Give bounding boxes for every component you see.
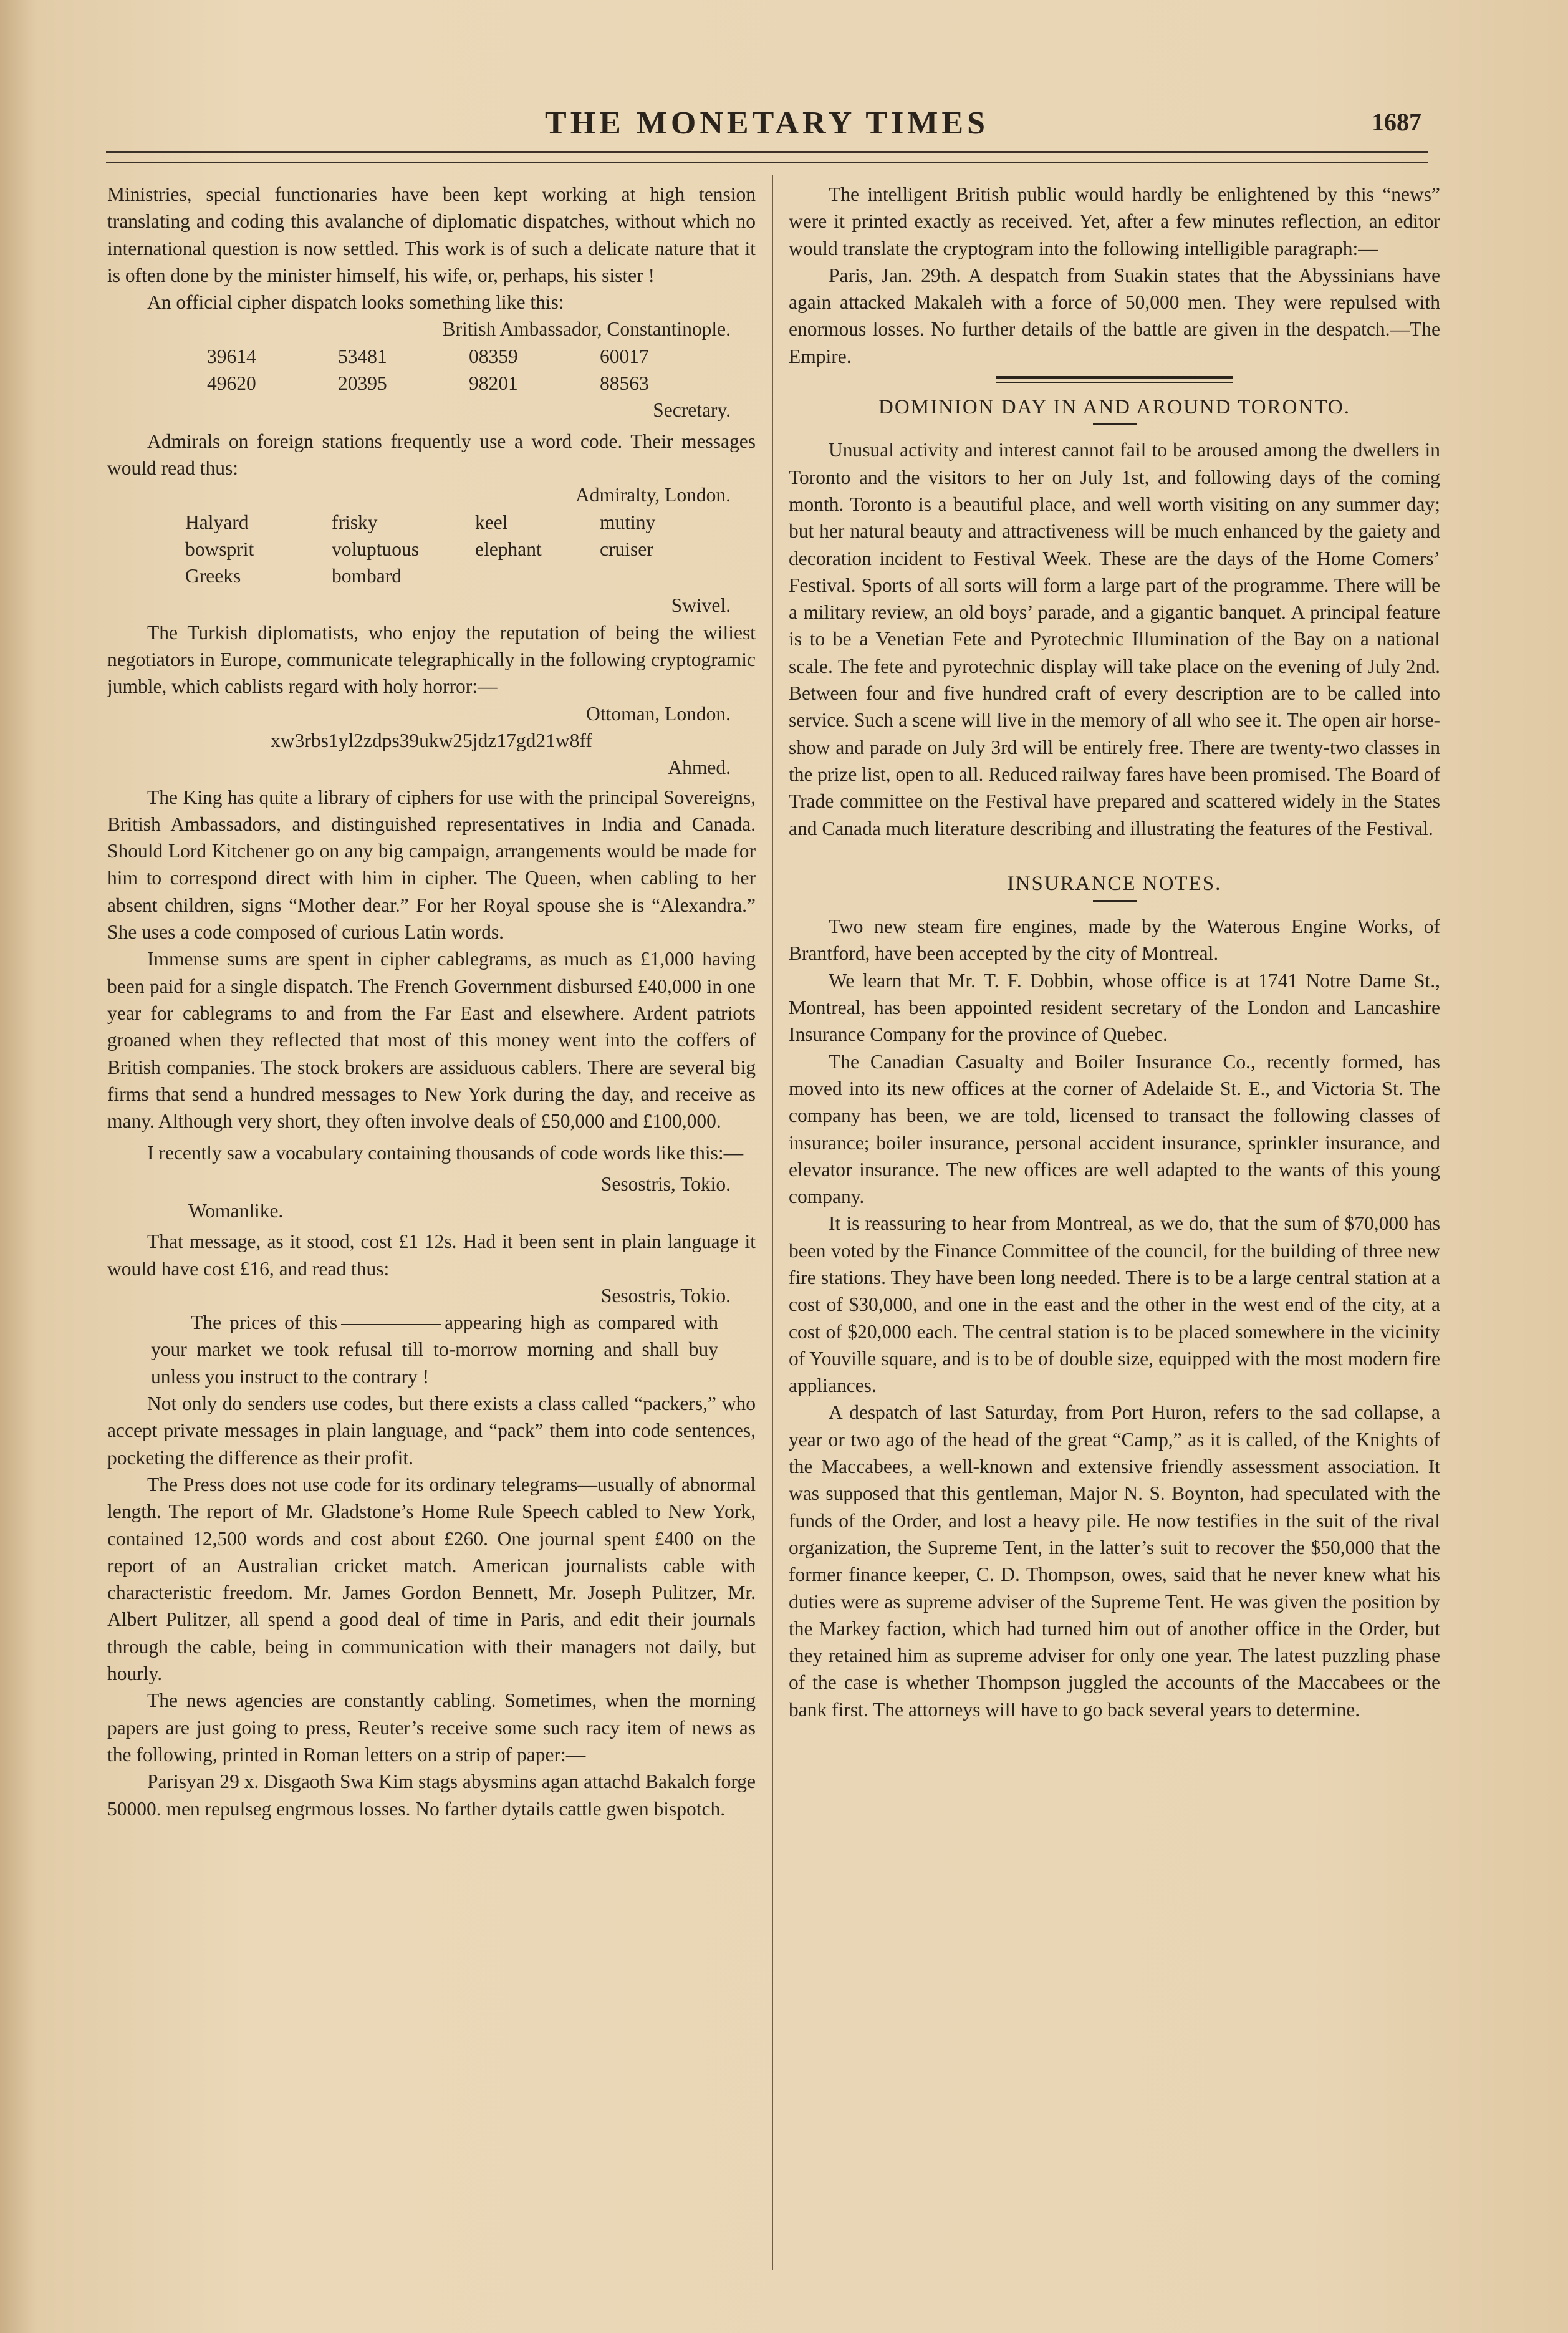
paragraph: The King has quite a library of ciphers for use with the principal Sovereigns, British Ambassadors, and distinguished representatives in India and Canada. Should Lord Kitchener go on any big campaign, arrangements would be made for him to correspond direct with him in cipher. The Queen, when cabling to her absent children, signs “Mother dear.” For her Royal spouse she is “Alexandra.” She uses a code composed of curious Latin words. <box>107 786 756 944</box>
table-cell: 08359 <box>469 345 518 367</box>
table-cell: bombard <box>332 565 402 587</box>
table-cell: Greeks <box>185 565 241 587</box>
paragraph: It is reassuring to hear from Montreal, as we do, that the sum of $70,000 has been voted by the Finance Committee of the council, for the building of three new fire stations. They have been long needed. There is to be a large central station at a cost of $30,000, and one in the east and the other in the west end of the city, at a cost of $20,000 each. The central station is to be placed somewhere in the vicinity of Youville square, and is to be of double size, equipped with the most modern fire appliances. <box>789 1212 1440 1397</box>
cipher-address: British Ambassador, Constantinople. <box>442 318 731 341</box>
word-code-address: Admiralty, London. <box>575 484 731 506</box>
turkish-signature: Ahmed. <box>668 756 731 779</box>
table-row <box>185 509 655 536</box>
paragraph: The Press does not use code for its ordinary telegrams—usually of abnormal length. The report of Mr. Gladstone’s Home Rule Speech cabled to New York, contained 12,500 words and cost about £260. One journal spent £400 on the report of an Australian cricket match. American journalists cable with characteristic freedom. Mr. James Gordon Bennett, Mr. Joseph Pulitzer, Mr. Albert Pulitzer, all spend a good deal of time in Paris, and edit their journals through the cable, being in communication with their managers not daily, but hourly. <box>107 1473 756 1685</box>
paragraph: I recently saw a vocabulary containing thousands of code words like this:— <box>147 1142 744 1164</box>
plain-message-start: The prices of this <box>191 1311 338 1334</box>
table-row <box>185 563 655 589</box>
cipher-table <box>207 343 649 397</box>
paragraph: We learn that Mr. T. F. Dobbin, whose office is at 1741 Notre Dame St., Montreal, has been appointed resident secretary of the London and Lancashire Insurance Company for the province of Quebec. <box>789 969 1440 1046</box>
paragraph: An official cipher dispatch looks something like this: <box>147 291 564 314</box>
blank-line <box>341 1324 441 1325</box>
table-cell: 39614 <box>207 345 256 367</box>
vocabulary-address: Sesostris, Tokio. <box>600 1172 731 1195</box>
table-cell <box>475 563 600 589</box>
paragraph: Parisyan 29 x. Disgaoth Swa Kim stags abysmins agan attachd Bakalch forge 50000. men repulseg engrmous losses. No farther dytails cattle gwen bispotch. <box>107 1770 756 1820</box>
paragraph: Ministries, special functionaries have been kept working at high tension translating and coding this avalanche of diplomatic dispatches, without which no international question is now settled. This work is of such a delicate nature that it is often done by the minister himself, his wife, or, perhaps, his sister ! <box>107 183 756 286</box>
paragraph: A despatch of last Saturday, from Port Huron, refers to the sad collapse, a year or two ago of the head of the great “Camp,” as it is called, of the Knights of the Maccabees, a well-known and extensive friendly assessment association. It was supposed that this gentleman, Major N. S. Boynton, had speculated with the funds of the Order, and lost a heavy pile. He now testifies in the suit of the rival organization, the Supreme Tent, in the latter’s suit to recover the $50,000 that the former finance keeper, C. D. Thompson, owes, said that he never knew what his duties were as supreme adviser of the Supreme Tent. He was given the position by the Markey faction, which had turned him out of another office in the Order, but they retained him as supreme adviser for only one year. The latest puzzling phase of the case is whether Thompson juggled the accounts of the Maccabees or the bank first. The attorneys will have to go back several years to determine. <box>789 1401 1440 1721</box>
paragraph: Not only do senders use codes, but there exists a class called “packers,” who accept private messages in plain language, and “pack” them into code sentences, pocketing the difference as their profit. <box>107 1393 756 1469</box>
word-code-table <box>185 509 655 590</box>
table-row <box>185 536 655 563</box>
page-title: THE MONETARY TIMES <box>545 105 989 141</box>
plain-message-rest: appearing high as compared with your market we took refusal till to-morrow morning and shall buy unless you instruct to the contrary ! <box>151 1311 718 1388</box>
table-row <box>207 343 649 370</box>
table-cell <box>600 563 655 589</box>
table-cell: cruiser <box>600 538 653 560</box>
section-rule <box>996 376 1233 383</box>
table-cell: 60017 <box>600 345 649 367</box>
column-divider <box>772 175 773 2270</box>
paragraph: Paris, Jan. 29th. A despatch from Suakin states that the Abyssinians have again attacked Makaleh with a force of 50,000 men. They were repulsed with enormous losses. No further details of the battle are given in the despatch.—The Empire. <box>789 264 1440 367</box>
paragraph: The intelligent British public would hardly be enlightened by this “news” were it printed exactly as received. Yet, after a few minutes reflection, an editor would translate the cryptogram into the following intelligible paragraph:— <box>789 183 1440 259</box>
vocabulary-word: Womanlike. <box>188 1199 284 1222</box>
table-cell: frisky <box>332 511 378 533</box>
paragraph: The news agencies are constantly cabling. Sometimes, when the morning papers are just going to press, Reuter’s receive some such racy item of news as the following, printed in Roman letters on a strip of paper:— <box>107 1689 756 1765</box>
right-column <box>789 181 1440 1723</box>
paragraph: The Canadian Casualty and Boiler Insurance Co., recently formed, has moved into its new offices at the corner of Adelaide St. E., and Victoria St. The company has been, we are told, licensed to transact the following classes of insurance; boiler insurance, personal accident insurance, sprinkler insurance, and elevator insurance. The new offices are well adapted to the wants of this young company. <box>789 1050 1440 1208</box>
table-cell: 88563 <box>600 372 649 395</box>
table-cell: elephant <box>475 538 542 560</box>
table-cell: 98201 <box>469 372 518 395</box>
table-cell: keel <box>475 511 508 533</box>
table-cell: voluptuous <box>332 538 420 560</box>
table-cell: bowsprit <box>185 538 254 560</box>
heading-rule <box>1093 900 1137 902</box>
page-header <box>106 100 1428 150</box>
table-cell: 53481 <box>338 345 387 367</box>
paragraph: Unusual activity and interest cannot fail to be aroused among the dwellers in Toronto and the visitors to her on July 1st, and following days of the coming month. Toronto is a beautiful place, and well worth visiting on any summer day; but her natural beauty and attractiveness will be much enhanced by the gaiety and decoration incident to Festival Week. These are the days of the Home Comers’ Festival. Sports of all sorts will form a large part of the programme. There will be a military review, an old boys’ parade, and a gigantic banquet. A principal feature is to be a Venetian Fete and Pyrotechnic Illumination of the Bay on a national scale. The fete and pyrotechnic display will take place on the evening of July 2nd. Between four and five hundred craft of every description are to be called into service. Such a scene will live in the memory of all who see it. The open air horse-show and parade on July 3rd will be entirely free. There are twenty-two classes in the prize list, open to all. Reduced railway fares have been promised. The Board of Trade committee on the Festival have prepared and scattered widely in the States and Canada much literature describing and illustrating the features of the Festival. <box>789 439 1440 839</box>
table-cell: Halyard <box>185 511 249 533</box>
spacer <box>789 842 1440 867</box>
table-cell: mutiny <box>600 511 656 533</box>
paragraph: Immense sums are spent in cipher cablegrams, as much as £1,000 having been paid for a single dispatch. The French Government disbursed £40,000 in one year for cablegrams to and from the Far East and elsewhere. Ardent patriots groaned when they reflected that most of this money went into the coffers of British companies. The stock brokers are assiduous cablers. There are several big firms that send a hundred messages to New York during the day, and receive as many. Although very short, they often involve deals of £50,000 and £100,000. <box>107 948 756 1133</box>
left-column <box>107 181 756 1822</box>
page-number: 1687 <box>1372 108 1421 136</box>
paragraph: Admirals on foreign stations frequently use a word code. Their messages would read thus: <box>107 430 756 479</box>
plain-message-body <box>151 1309 718 1390</box>
turkish-address: Ottoman, London. <box>586 702 731 725</box>
cipher-signature: Secretary. <box>653 399 731 422</box>
table-row <box>207 370 649 397</box>
heading-rule <box>1093 423 1137 425</box>
paragraph: Two new steam fire engines, made by the Waterous Engine Works, of Brantford, have been accepted by the city of Montreal. <box>789 915 1440 965</box>
table-cell: 20395 <box>338 372 387 395</box>
section-heading-dominion-day: DOMINION DAY IN AND AROUND TORONTO. <box>878 396 1350 419</box>
header-rule <box>106 151 1428 163</box>
word-code-signature: Swivel. <box>671 594 731 617</box>
section-heading-insurance-notes: INSURANCE NOTES. <box>1007 872 1222 895</box>
plain-message-address: Sesostris, Tokio. <box>600 1284 731 1307</box>
turkish-code: xw3rbs1yl2zdps39ukw25jdz17gd21w8ff <box>271 729 592 751</box>
table-cell: 49620 <box>207 372 256 395</box>
paragraph: The Turkish diplomatists, who enjoy the reputation of being the wiliest negotiators in Europe, communicate telegraphically in the following cryptogramic jumble, which cablists regard with holy horror:— <box>107 621 756 698</box>
paragraph: That message, as it stood, cost £1 12s. Had it been sent in plain language it would have cost £16, and read thus: <box>107 1230 756 1280</box>
